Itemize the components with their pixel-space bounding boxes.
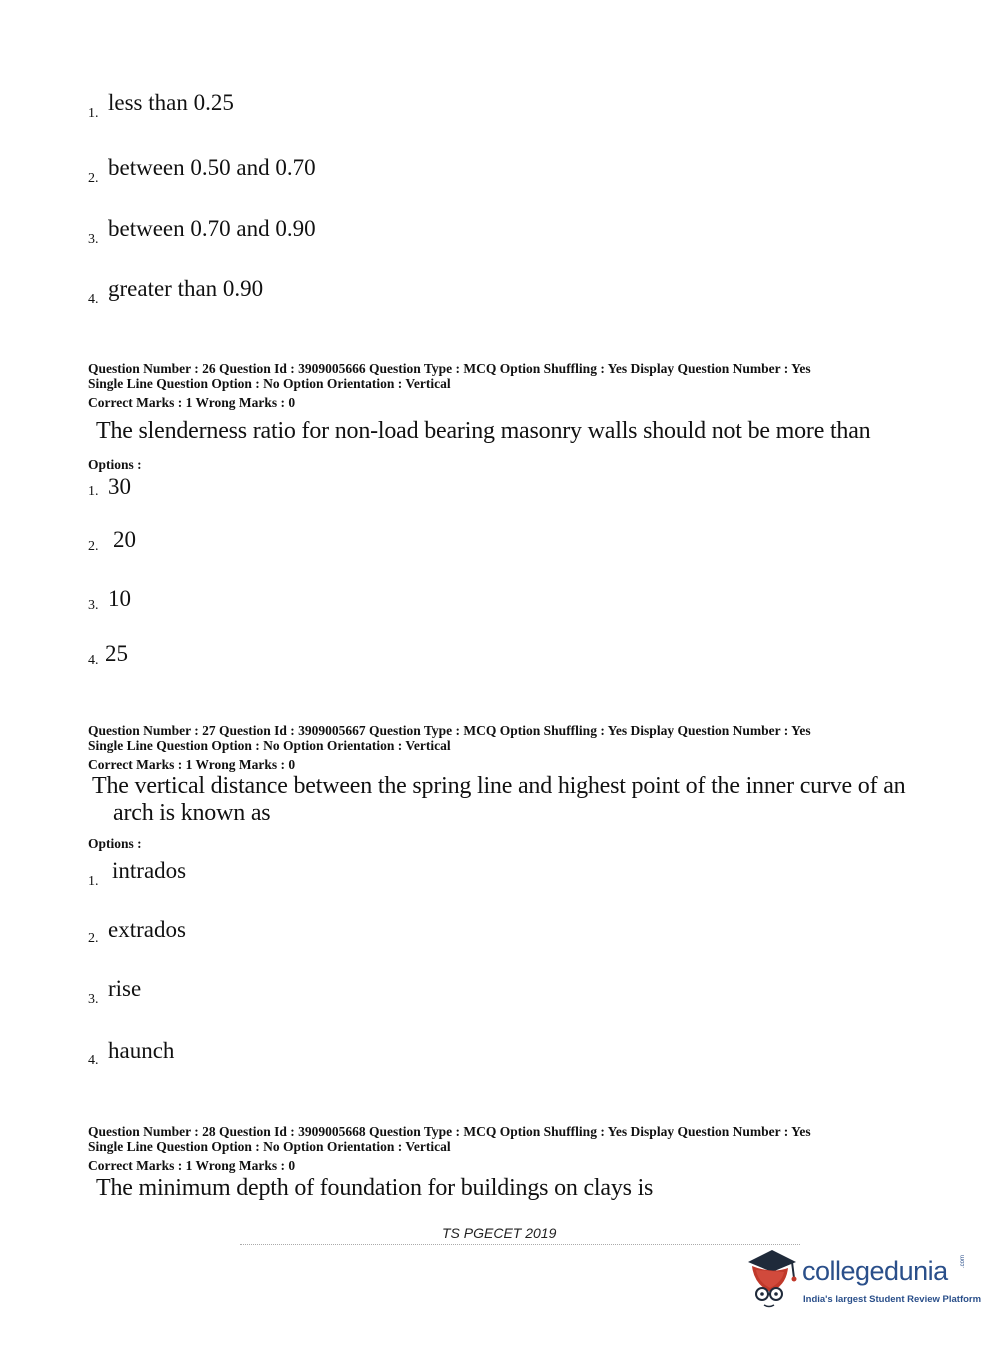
option-text: 25 (105, 641, 128, 666)
option-number: 4. (88, 1053, 99, 1068)
option-number: 1. (88, 106, 99, 121)
option-text: 10 (108, 586, 131, 611)
logo-tagline: India's largest Student Review Platform (803, 1294, 982, 1305)
option-text: 20 (113, 527, 136, 552)
option-text: haunch (108, 1038, 175, 1063)
option-number: 1. (88, 874, 99, 889)
option-number: 3. (88, 598, 99, 613)
mascot-icon (742, 1248, 802, 1316)
question-text-line-2: arch is known as (113, 800, 271, 826)
footer-label: TS PGECET 2019 (442, 1225, 557, 1241)
options-label: Options : (88, 457, 142, 472)
question-marks: Correct Marks : 1 Wrong Marks : 0 (88, 757, 296, 772)
logo-name: collegedunia (802, 1256, 948, 1286)
option-number: 2. (88, 931, 99, 946)
question-text: The slenderness ratio for non-load bearing masonry walls should not be more than (96, 418, 871, 444)
meta-line-1: Question Number : 27 Question Id : 3909005667 Question Type : MCQ Option Shuffling : Yes Display Question Number : Yes (88, 723, 811, 738)
option-text: intrados (112, 858, 187, 883)
question-text-line-1: The vertical distance between the spring line and highest point of the inner curve of an (92, 773, 906, 799)
meta-line-1: Question Number : 26 Question Id : 3909005666 Question Type : MCQ Option Shuffling : Yes Display Question Number : Yes (88, 361, 811, 376)
option-text: between 0.70 and 0.90 (108, 216, 316, 241)
meta-line-1: Question Number : 28 Question Id : 3909005668 Question Type : MCQ Option Shuffling : Yes Display Question Number : Yes (88, 1124, 811, 1139)
question-marks: Correct Marks : 1 Wrong Marks : 0 (88, 395, 296, 410)
question-meta (88, 723, 811, 753)
option-text: rise (108, 976, 142, 1001)
option-number: 2. (88, 171, 99, 186)
option-number: 4. (88, 292, 99, 307)
option-number: 1. (88, 484, 99, 499)
question-meta (88, 1124, 811, 1154)
question-meta (88, 361, 811, 391)
option-text: less than 0.25 (108, 90, 234, 115)
footer-divider (240, 1244, 800, 1245)
logo-suffix: .com (960, 1254, 966, 1268)
collegedunia-logo (742, 1248, 982, 1316)
option-text: greater than 0.90 (108, 276, 264, 301)
meta-line-2: Single Line Question Option : No Option Orientation : Vertical (88, 738, 451, 753)
option-text: extrados (108, 917, 186, 942)
option-number: 4. (88, 653, 99, 668)
option-number: 3. (88, 992, 99, 1007)
option-number: 2. (88, 539, 99, 554)
option-number: 3. (88, 232, 99, 247)
options-label: Options : (88, 836, 142, 851)
question-marks: Correct Marks : 1 Wrong Marks : 0 (88, 1158, 296, 1173)
meta-line-2: Single Line Question Option : No Option Orientation : Vertical (88, 1139, 451, 1154)
option-text: between 0.50 and 0.70 (108, 155, 316, 180)
option-text: 30 (108, 474, 131, 499)
meta-line-2: Single Line Question Option : No Option Orientation : Vertical (88, 376, 451, 391)
question-text: The minimum depth of foundation for buildings on clays is (96, 1175, 654, 1201)
